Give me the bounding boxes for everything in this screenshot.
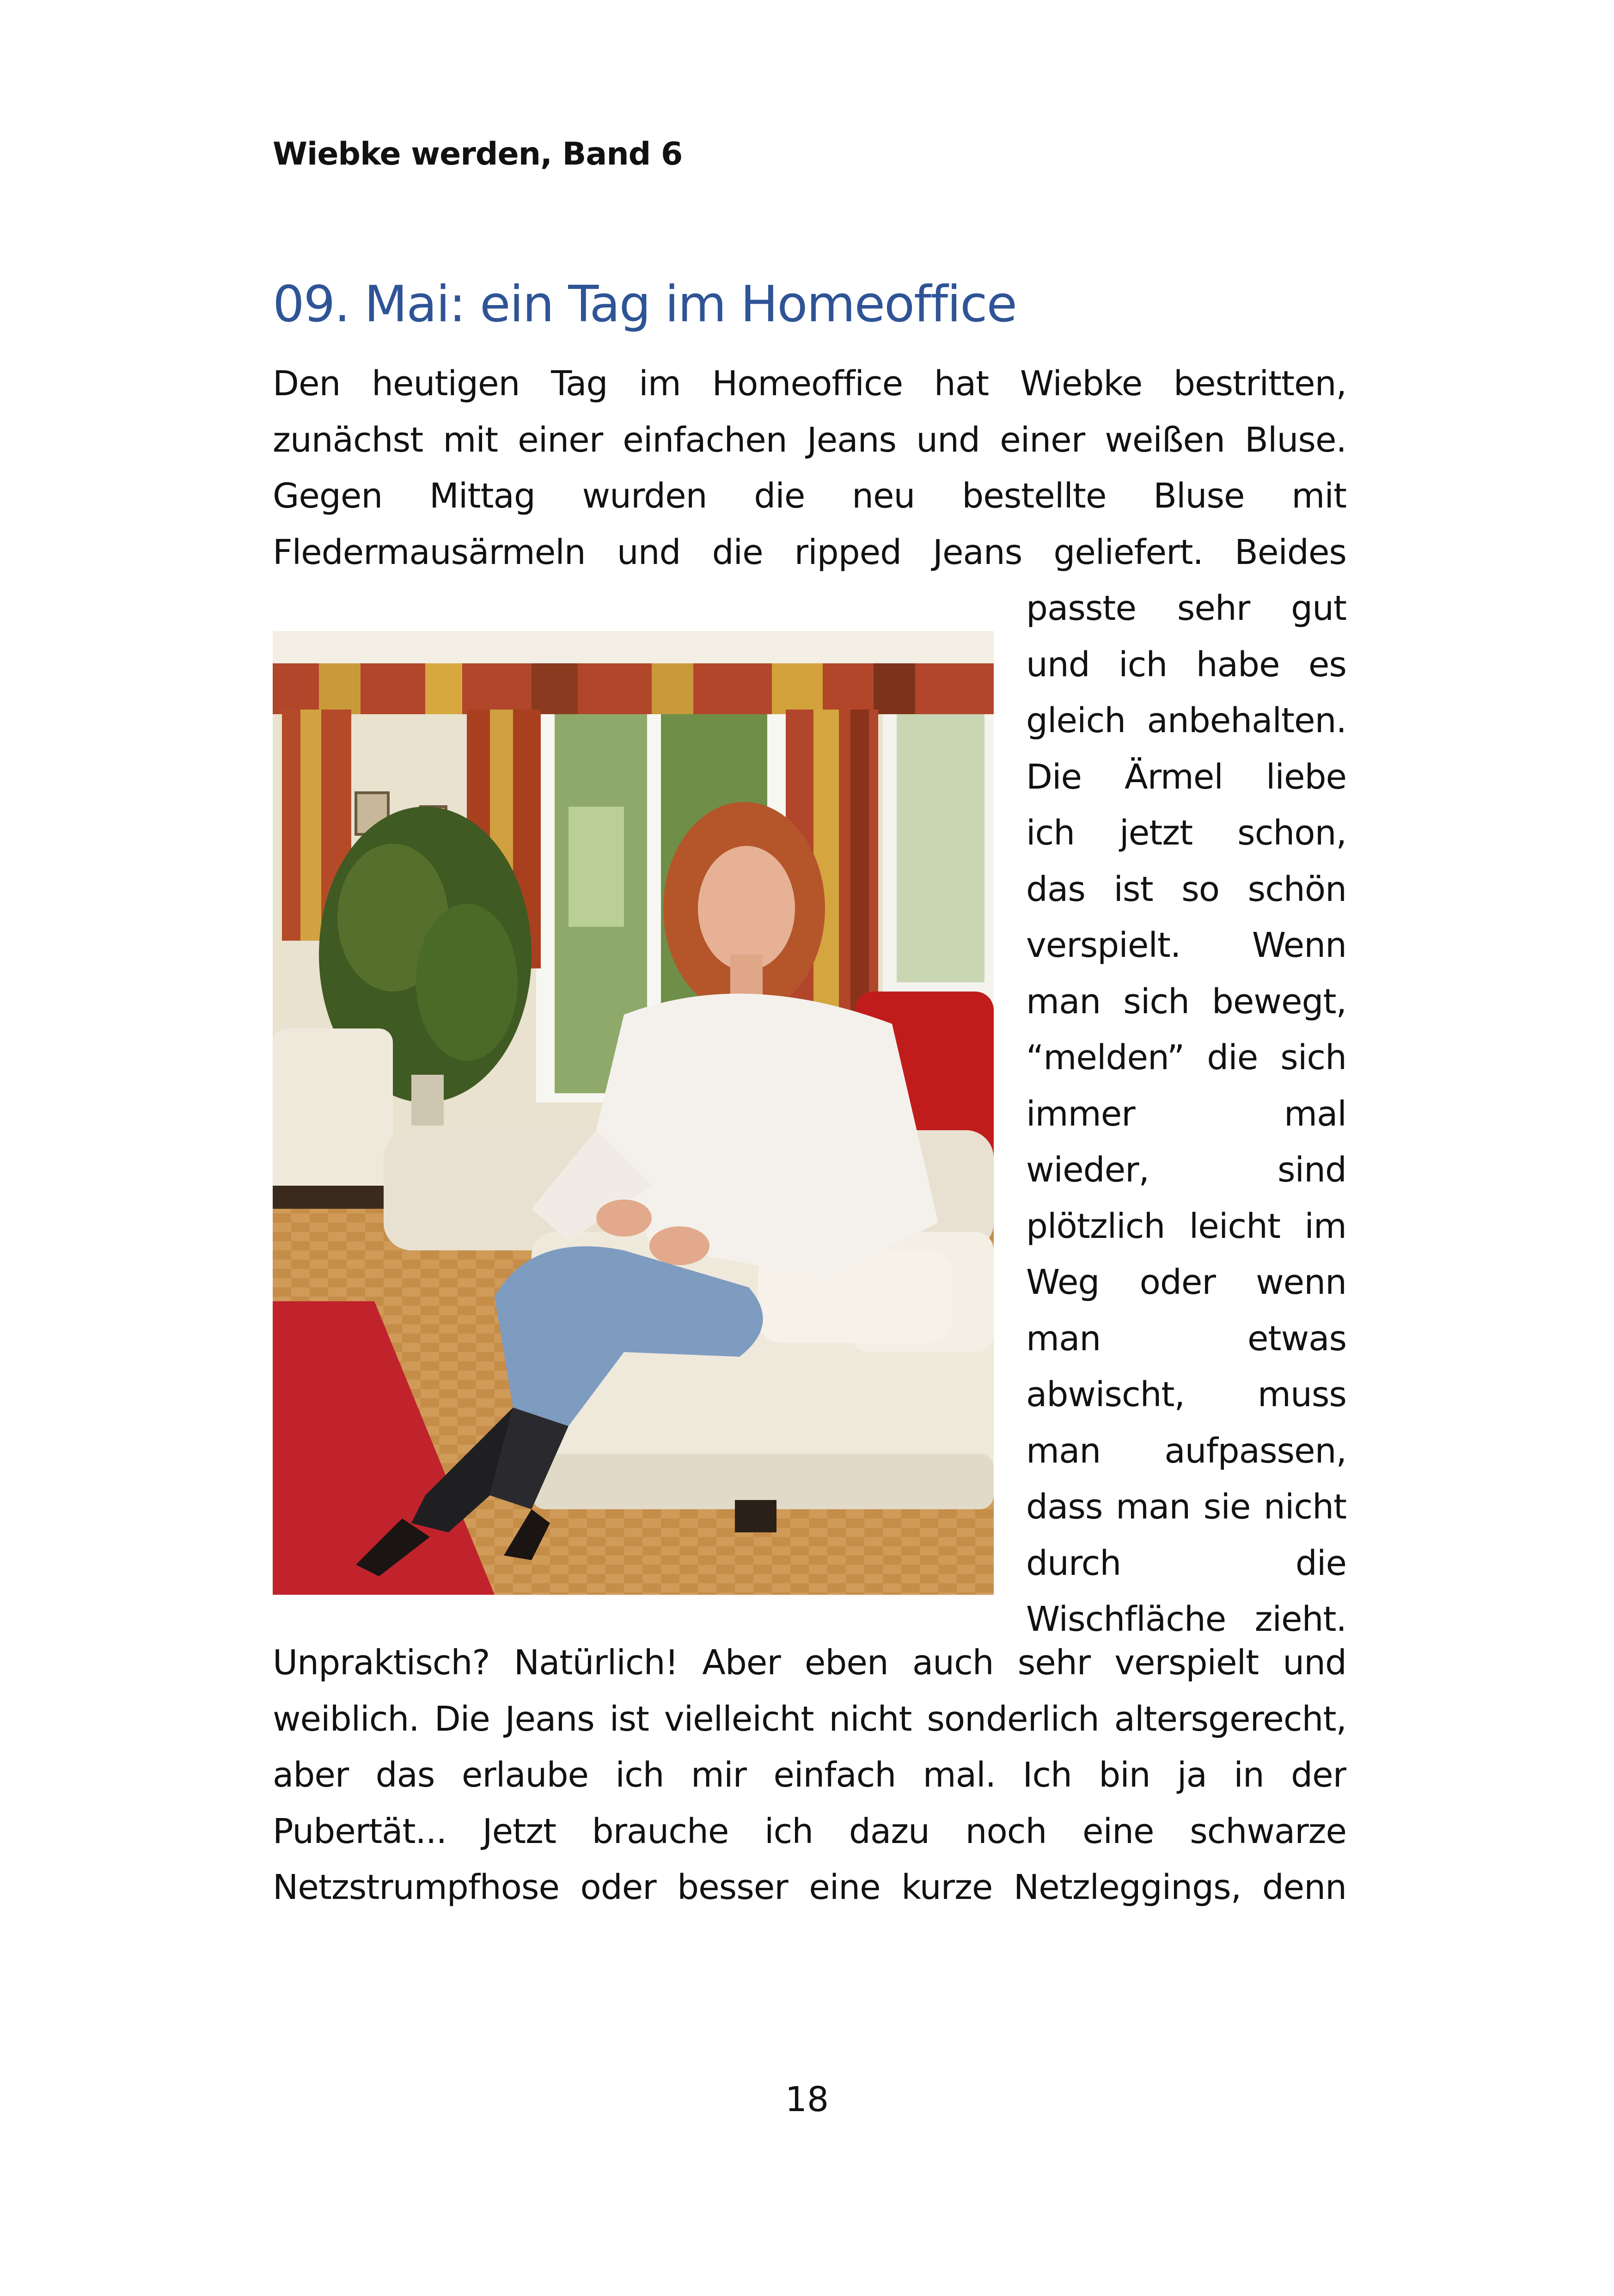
page-number: 18 [785, 2080, 829, 2119]
text-line: immer mal [1026, 1094, 1346, 1134]
text-line: Die Ärmel liebe [1026, 757, 1346, 797]
text-line: Fledermausärmeln und die ripped Jeans geliefert. Beides [273, 532, 1346, 572]
text-line: plötzlich leicht im [1026, 1206, 1346, 1246]
text-line: das ist so schön [1026, 869, 1346, 909]
text-line: man etwas [1026, 1318, 1346, 1359]
text-line: und ich habe es [1026, 644, 1346, 685]
text-line: dass man sie nicht [1026, 1487, 1346, 1527]
text-line: weiblich. Die Jeans ist vielleicht nicht sonderlich altersgerecht, [273, 1699, 1346, 1739]
text-line: aber das erlaube ich mir einfach mal. Ich bin ja in der [273, 1755, 1346, 1795]
intro-paragraph [273, 356, 1346, 581]
text-line: abwischt, muss [1026, 1375, 1346, 1414]
text-line: man aufpassen, [1026, 1431, 1346, 1471]
text-line: durch die [1026, 1543, 1346, 1583]
wrapped-text-column [1026, 581, 1346, 1648]
text-line: Weg oder wenn [1026, 1262, 1346, 1302]
text-line: wieder, sind [1026, 1150, 1346, 1190]
text-line: Unpraktisch? Natürlich! Aber eben auch sehr verspielt und [273, 1643, 1346, 1683]
text-line: Wischfläche zieht. [1026, 1599, 1346, 1639]
text-line: Gegen Mittag wurden die neu bestellte Bluse mit [273, 476, 1346, 516]
text-line: “melden” die sich [1026, 1038, 1346, 1078]
text-line: man sich bewegt, [1026, 981, 1346, 1022]
outro-paragraph [273, 1635, 1346, 1916]
photo-woman-on-sofa [273, 631, 994, 1595]
text-line: gleich anbehalten. [1026, 701, 1346, 741]
text-line: ich jetzt schon, [1026, 813, 1346, 853]
text-line: verspielt. Wenn [1026, 925, 1346, 965]
running-header: Wiebke werden, Band 6 [273, 136, 683, 172]
text-line: passte sehr gut [1026, 588, 1346, 628]
text-line: Pubertät... Jetzt brauche ich dazu noch eine schwarze [273, 1811, 1346, 1851]
text-line: Netzstrumpfhose oder besser eine kurze Netzleggings, denn [273, 1867, 1346, 1907]
text-line: zunächst mit einer einfachen Jeans und einer weißen Bluse. [273, 420, 1346, 460]
text-line: Den heutigen Tag im Homeoffice hat Wiebke bestritten, [273, 364, 1346, 404]
chapter-title: 09. Mai: ein Tag im Homeoffice [273, 276, 1016, 333]
